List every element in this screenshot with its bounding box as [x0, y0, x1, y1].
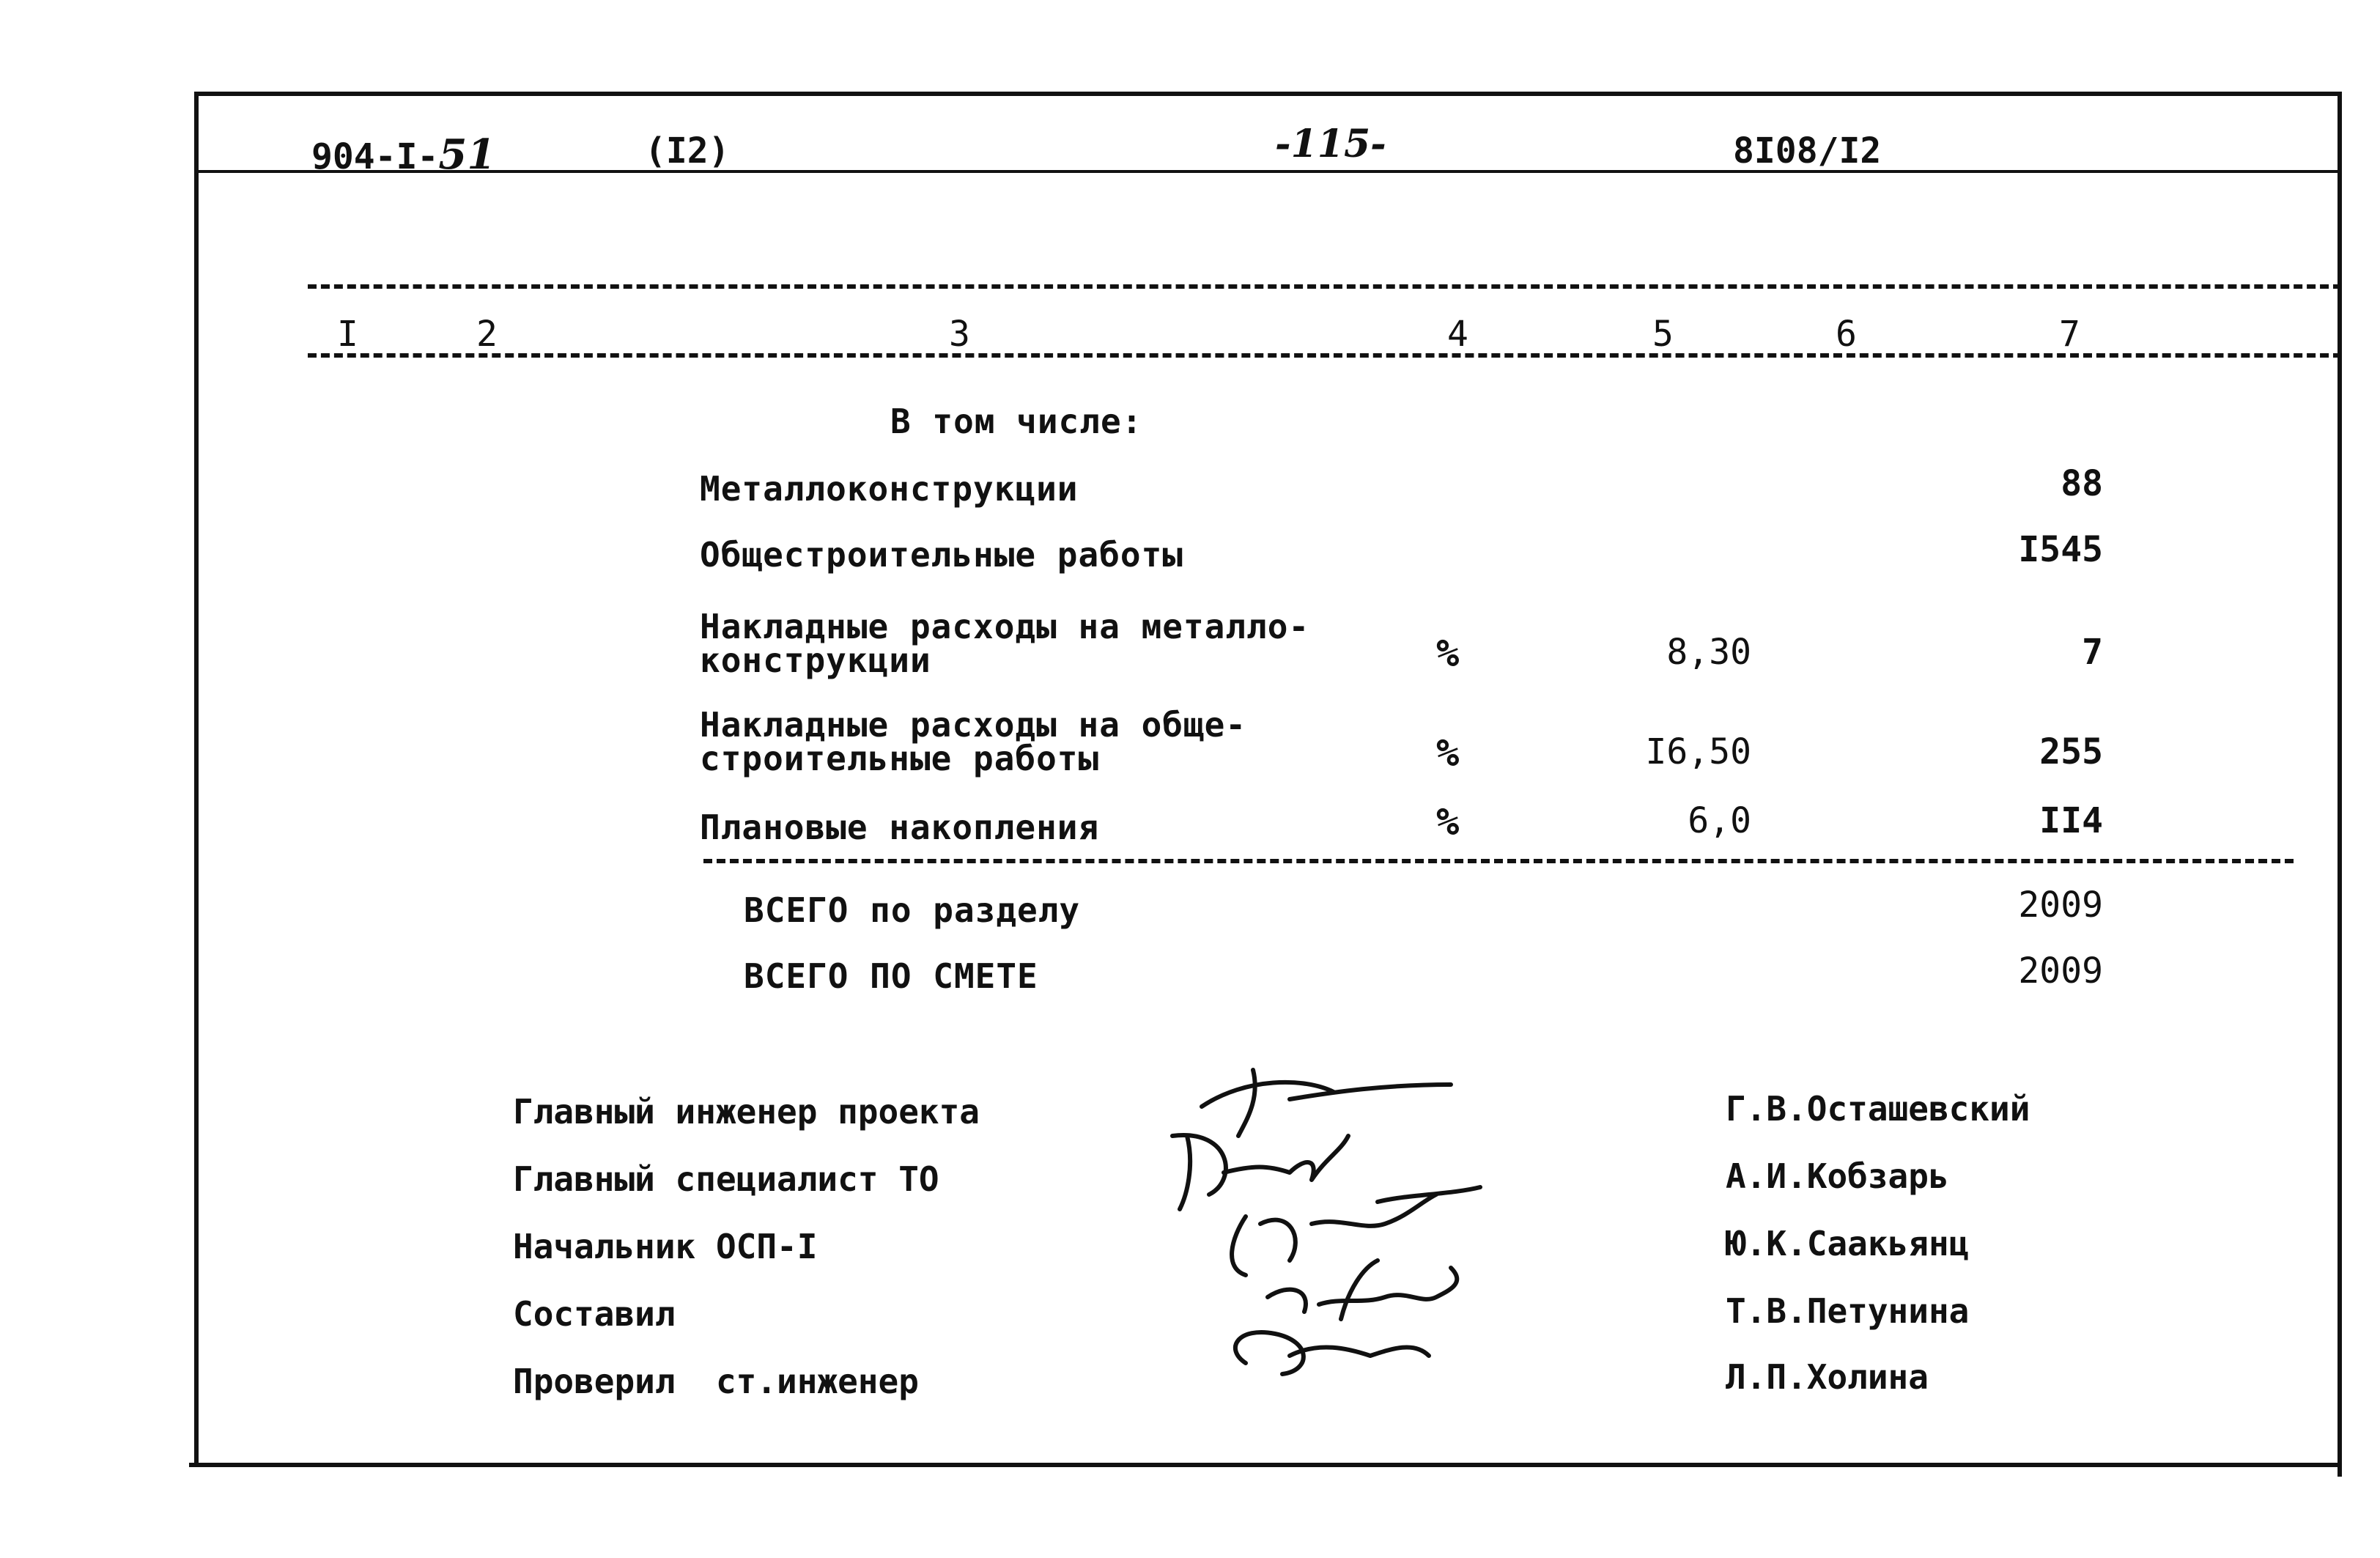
signature-name-department-head: Ю.К.Саакьянц — [1726, 1224, 1970, 1263]
row-rate-overhead-metal: 8,30 — [1666, 632, 1751, 673]
row-label-overhead-general-line1: Накладные расходы на обще- — [700, 705, 1247, 745]
signature-scribble-1 — [1202, 1070, 1451, 1136]
row-label-planned-savings: Плановые накопления — [700, 808, 1100, 847]
column-number-2: 2 — [476, 314, 498, 355]
doc-code-prefix: 904-I- — [311, 136, 439, 177]
row-unit-overhead-metal: % — [1436, 632, 1460, 676]
signature-name-checker: Л.П.Холина — [1726, 1357, 1929, 1397]
totals-rule — [703, 859, 2294, 863]
handwritten-signatures — [1143, 1048, 1583, 1414]
row-label-overhead-general-line2: строительные работы — [700, 739, 1100, 778]
row-rate-overhead-general: I6,50 — [1645, 731, 1751, 772]
total-label-estimate: ВСЕГО ПО СМЕТЕ — [744, 956, 1038, 996]
signature-name-compiler: Т.В.Петунина — [1726, 1291, 1970, 1331]
series-label: (I2) — [645, 130, 730, 171]
signature-role-checker: Проверил ст.инженер — [513, 1362, 919, 1401]
row-label-metal-structures: Металлоконструкции — [700, 469, 1079, 509]
total-value-section: 2009 — [2018, 885, 2103, 926]
signature-name-chief-engineer: Г.В.Осташевский — [1726, 1089, 2030, 1129]
column-number-3: 3 — [949, 314, 970, 355]
row-total-planned-savings: II4 — [2039, 800, 2103, 841]
signature-role-chief-engineer: Главный инженер проекта — [513, 1092, 980, 1131]
frame-bottom-border — [189, 1463, 2342, 1467]
row-total-general-works: I545 — [2018, 529, 2103, 570]
signature-role-compiler: Составил — [513, 1294, 676, 1334]
column-number-6: 6 — [1836, 314, 1857, 355]
page-number: -115- — [1275, 122, 1386, 166]
doc-number: 8I08/I2 — [1733, 130, 1882, 171]
row-total-overhead-general: 255 — [2039, 731, 2103, 772]
column-number-1: I — [337, 314, 358, 355]
header-rule — [194, 170, 2342, 173]
column-header-bottom-rule — [308, 353, 2342, 358]
signature-role-chief-specialist: Главный специалист ТО — [513, 1159, 939, 1199]
column-number-4: 4 — [1447, 314, 1468, 355]
frame-right-border — [2338, 92, 2342, 1477]
frame-left-border — [194, 92, 199, 1466]
column-header-top-rule — [308, 284, 2342, 289]
signature-scribble-3 — [1232, 1187, 1480, 1275]
section-title: В том числе: — [890, 402, 1143, 441]
row-label-overhead-metal-line1: Накладные расходы на металло- — [700, 607, 1310, 646]
row-unit-planned-savings: % — [1436, 800, 1460, 844]
signature-name-chief-specialist: А.И.Кобзарь — [1726, 1156, 1949, 1196]
row-rate-planned-savings: 6,0 — [1688, 800, 1751, 841]
total-label-section: ВСЕГО по разделу — [744, 890, 1081, 930]
row-label-general-works: Общестроительные работы — [700, 535, 1183, 575]
doc-code — [311, 130, 495, 179]
signature-scribble-2 — [1172, 1135, 1348, 1209]
row-total-overhead-metal: 7 — [2082, 632, 2103, 673]
row-total-metal-structures: 88 — [2061, 463, 2103, 504]
frame-top-border — [194, 92, 2342, 96]
row-label-overhead-metal-line2: конструкции — [700, 640, 931, 680]
total-value-estimate: 2009 — [2018, 950, 2103, 992]
doc-code-handwritten: 51 — [438, 130, 496, 179]
row-unit-overhead-general: % — [1436, 731, 1460, 775]
signature-scribble-5 — [1235, 1260, 1429, 1374]
column-number-7: 7 — [2059, 314, 2080, 355]
column-number-5: 5 — [1652, 314, 1674, 355]
signature-role-department-head: Начальник ОСП-I — [513, 1227, 818, 1266]
